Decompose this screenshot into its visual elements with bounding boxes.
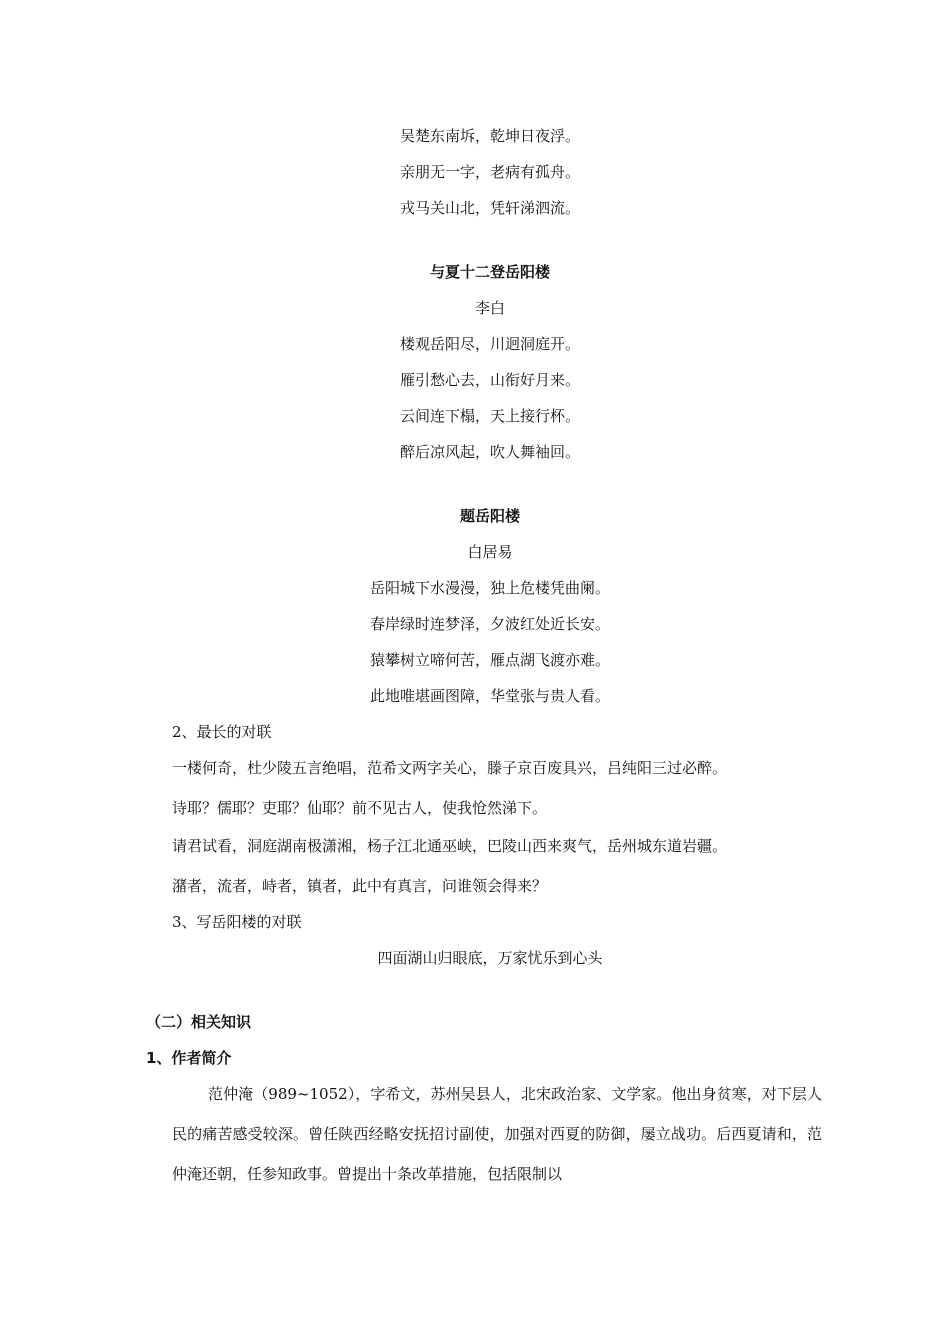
poem-line: 醉后凉风起，吹人舞袖回。 xyxy=(399,443,580,461)
poem-line: 此地唯堪画图障，华堂张与贵人看。 xyxy=(369,687,610,705)
couplet-line: 四面湖山归眼底，万家忧乐到心头 xyxy=(377,949,603,967)
poem-line: 雁引愁心去，山衔好月来。 xyxy=(399,371,580,389)
poem-line: 春岸绿时连梦泽，夕波红处近长安。 xyxy=(369,615,610,633)
poem-line: 云间连下榻，天上接行杯。 xyxy=(399,407,580,425)
couplet-line: 诗耶？儒耶？吏耶？仙耶？前不见古人，使我怆然涕下。 xyxy=(172,799,548,817)
couplet-line: 潴者，流者，峙者，镇者，此中有真言，问谁领会得来？ xyxy=(172,877,548,895)
poem-line: 楼观岳阳尽，川迥洞庭开。 xyxy=(399,335,580,353)
section-heading: 2、最长的对联 xyxy=(172,723,272,741)
poem-line: 戎马关山北，凭轩涕泗流。 xyxy=(399,199,580,217)
sub-heading: 1、作者简介 xyxy=(146,1049,232,1067)
poem-author: 李白 xyxy=(474,299,505,317)
author-intro-text: 范仲淹（989~1052），字希文，苏州吴县人，北宋政治家、文学家。他出身贫寒，对下层人民的痛苦感受较深。曾任陕西经略安抚招讨副使，加强对西夏的防御，屡立战功。后西夏请和，范仲淹还朝，任参知政事。曾提出十条改革措施，包括限制以 xyxy=(172,1085,822,1183)
couplet-line: 一楼何奇，杜少陵五言绝唱，范希文两字关心，滕子京百废具兴，吕纯阳三过必醉。 xyxy=(172,759,728,777)
poem-line: 吴楚东南坼，乾坤日夜浮。 xyxy=(399,127,580,145)
section-heading: （二）相关知识 xyxy=(146,1013,252,1031)
poem-line: 猿攀树立啼何苦，雁点湖飞渡亦难。 xyxy=(369,651,610,669)
poem-title: 与夏十二登岳阳楼 xyxy=(429,263,550,281)
poem-title: 题岳阳楼 xyxy=(459,507,520,525)
author-intro-paragraph xyxy=(172,1074,822,1194)
poem-author: 白居易 xyxy=(467,543,513,561)
section-heading: 3、写岳阳楼的对联 xyxy=(172,913,302,931)
poem-line: 亲朋无一字，老病有孤舟。 xyxy=(399,163,580,181)
couplet-line: 请君试看，洞庭湖南极潇湘，杨子江北通巫峡，巴陵山西来爽气，岳州城东道岩疆。 xyxy=(172,837,728,855)
poem-line: 岳阳城下水漫漫，独上危楼凭曲阑。 xyxy=(369,579,610,597)
